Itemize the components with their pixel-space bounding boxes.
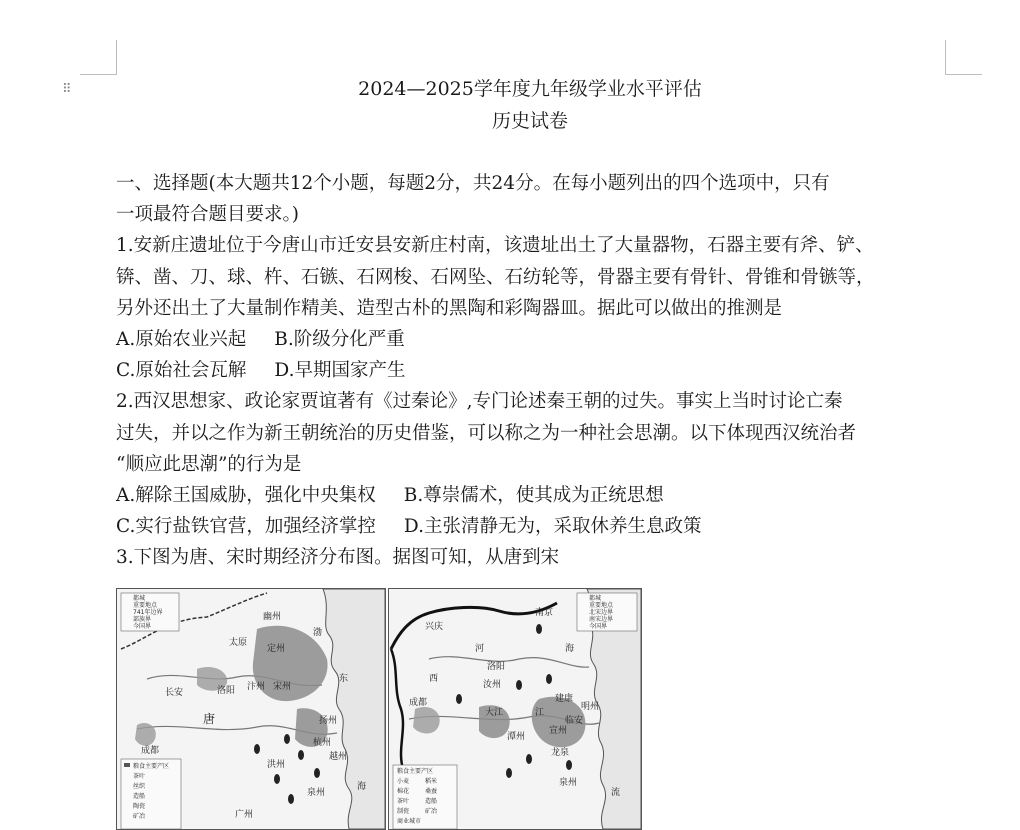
song-economy-map bbox=[388, 588, 642, 830]
tang-label-8: 东 bbox=[339, 674, 349, 684]
page-corner-mark-top-left bbox=[80, 40, 117, 75]
tang-label-5: 洛阳 bbox=[217, 686, 236, 696]
song-top-legend-2: 北宋边界 bbox=[589, 609, 614, 616]
song-top-legend-1: 重要地点 bbox=[589, 602, 614, 609]
tang-top-legend-2: 741年边界 bbox=[133, 609, 163, 616]
q1-option-d: D.早期国家产生 bbox=[274, 360, 406, 382]
tang-legend-3: 造船 bbox=[133, 793, 146, 800]
song-label-13: 明州 bbox=[581, 702, 600, 712]
q1-stem-line-2: 锛、凿、刀、球、杵、石镞、石网梭、石网坠、石纺轮等，骨器主要有骨针、骨锥和骨镞等， bbox=[116, 266, 875, 288]
song-label-3: 河 bbox=[475, 644, 485, 654]
song-label-12: 临安 bbox=[565, 716, 584, 726]
tang-label-0: 幽州 bbox=[263, 612, 282, 622]
exam-subject: 历史试卷 bbox=[491, 110, 568, 132]
tang-label-9: 唐 bbox=[203, 712, 216, 726]
song-legend-0: 粮食主要产区 bbox=[397, 768, 434, 775]
song-legend-8: 矿冶 bbox=[425, 808, 438, 815]
song-legend-7: 制瓷 bbox=[397, 808, 410, 815]
song-label-8: 大江 bbox=[485, 708, 504, 718]
q2-option-d: D.主张清静无为，采取休养生息政策 bbox=[403, 516, 702, 538]
song-legend-2: 稻米 bbox=[425, 778, 438, 785]
song-top-legend-0: 都城 bbox=[589, 595, 602, 602]
tang-label-12: 越州 bbox=[329, 752, 348, 762]
song-legend-4: 桑蚕 bbox=[425, 788, 438, 795]
q2-option-c: C.实行盐铁官营，加强经济掌控 bbox=[116, 516, 376, 538]
tang-map-svg bbox=[117, 589, 385, 829]
tang-top-legend-0: 都城 bbox=[133, 595, 146, 602]
tang-legend-1: 茶叶 bbox=[133, 773, 146, 780]
q1-options-row-2 bbox=[116, 355, 956, 386]
tang-label-3: 渤 bbox=[313, 628, 323, 638]
q1-option-c: C.原始社会瓦解 bbox=[116, 360, 247, 382]
song-label-4: 洛阳 bbox=[487, 662, 506, 672]
tang-economy-map bbox=[116, 588, 386, 830]
song-map-svg bbox=[389, 589, 641, 829]
tang-song-economy-map-figure bbox=[116, 588, 640, 828]
song-label-2: 西 bbox=[429, 674, 439, 684]
tang-top-legend-4: 今国界 bbox=[133, 623, 152, 630]
song-legend-6: 造船 bbox=[425, 798, 438, 805]
song-legend-1: 小麦 bbox=[397, 778, 410, 785]
drag-handle-icon[interactable]: ⠿ bbox=[62, 82, 71, 97]
song-legend-9: 商业城市 bbox=[397, 818, 422, 825]
song-top-legend-4: 今国界 bbox=[589, 623, 608, 630]
tang-label-16: 洪州 bbox=[267, 760, 286, 770]
section-heading-line-2: 一项最符合题目要求。) bbox=[116, 204, 299, 226]
exam-title: 2024—2025学年度九年级学业水平评估 bbox=[358, 78, 702, 100]
page-corner-mark-top-right bbox=[945, 40, 982, 75]
song-label-17: 流 bbox=[611, 788, 621, 798]
tang-label-10: 扬州 bbox=[319, 716, 338, 726]
q1-option-b: B.阶级分化严重 bbox=[274, 328, 405, 350]
tang-legend-5: 矿冶 bbox=[133, 813, 146, 820]
song-label-5: 汝州 bbox=[483, 680, 502, 690]
song-label-9: 潭州 bbox=[507, 732, 526, 742]
q2-option-a: A.解除王国威胁，强化中央集权 bbox=[116, 484, 376, 506]
q3-stem-line-1: 3.下图为唐、宋时期经济分布图。据图可知，从唐到宋 bbox=[116, 547, 560, 569]
tang-label-13: 泉州 bbox=[307, 788, 326, 798]
q1-stem-line-1: 1.安新庄遗址位于今唐山市迁安县安新庄村南，该遗址出土了大量器物，石器主要有斧、铲、 bbox=[116, 235, 874, 257]
song-legend-5: 茶叶 bbox=[397, 798, 410, 805]
tang-label-15: 海 bbox=[357, 782, 367, 792]
song-label-6: 海 bbox=[565, 644, 575, 654]
document-body bbox=[116, 168, 956, 573]
q2-options-row-2 bbox=[116, 511, 956, 542]
song-label-15: 宣州 bbox=[549, 726, 568, 736]
tang-legend-2: 丝织 bbox=[133, 783, 146, 790]
q1-stem-line-3: 另外还出土了大量制作精美、造型古朴的黑陶和彩陶器皿。据此可以做出的推测是 bbox=[116, 297, 783, 319]
q2-stem-line-1: 2.西汉思想家、政论家贾谊著有《过秦论》,专门论述秦王朝的过失。事实上当时讨论亡秦 bbox=[116, 391, 843, 413]
tang-label-6: 汴州 bbox=[247, 682, 266, 692]
song-label-7: 成都 bbox=[409, 698, 428, 708]
song-top-legend-3: 南宋边界 bbox=[589, 616, 614, 623]
q2-options-row-1 bbox=[116, 480, 956, 511]
tang-label-11: 杭州 bbox=[313, 738, 332, 748]
tang-top-legend-1: 重要地点 bbox=[133, 602, 158, 609]
song-label-1: 兴庆 bbox=[425, 622, 444, 632]
q2-option-b: B.尊崇儒术，使其成为正统思想 bbox=[403, 484, 664, 506]
q1-option-a: A.原始农业兴起 bbox=[116, 328, 247, 350]
tang-label-14: 广州 bbox=[235, 810, 254, 820]
tang-legend-0: 粮食主要产区 bbox=[133, 763, 170, 770]
song-label-14: 泉州 bbox=[559, 778, 578, 788]
song-label-0: 南京 bbox=[535, 608, 554, 618]
tang-top-legend-3: 部族界 bbox=[133, 616, 152, 623]
tang-legend-4: 陶瓷 bbox=[133, 803, 146, 810]
q2-stem-line-2: 过失，并以之作为新王朝统治的历史借鉴，可以称之为一种社会思潮。以下体现西汉统治者 bbox=[116, 422, 857, 444]
tang-label-17: 成都 bbox=[141, 746, 160, 756]
q2-stem-line-3: “顺应此思潮”的行为是 bbox=[116, 453, 302, 475]
tang-label-4: 长安 bbox=[165, 688, 184, 698]
tang-label-2: 定州 bbox=[267, 644, 286, 654]
tang-label-7: 宋州 bbox=[273, 682, 292, 692]
section-heading-line-1: 一、选择题(本大题共12个小题，每题2分，共24分。在每小题列出的四个选项中，只有 bbox=[116, 173, 830, 194]
q1-options-row-1 bbox=[116, 324, 956, 355]
song-legend-3: 棉花 bbox=[397, 788, 410, 795]
song-label-11: 建康 bbox=[555, 694, 574, 704]
song-label-16: 龙泉 bbox=[551, 748, 570, 758]
song-label-10: 江 bbox=[535, 708, 545, 718]
tang-label-1: 太原 bbox=[229, 638, 248, 648]
